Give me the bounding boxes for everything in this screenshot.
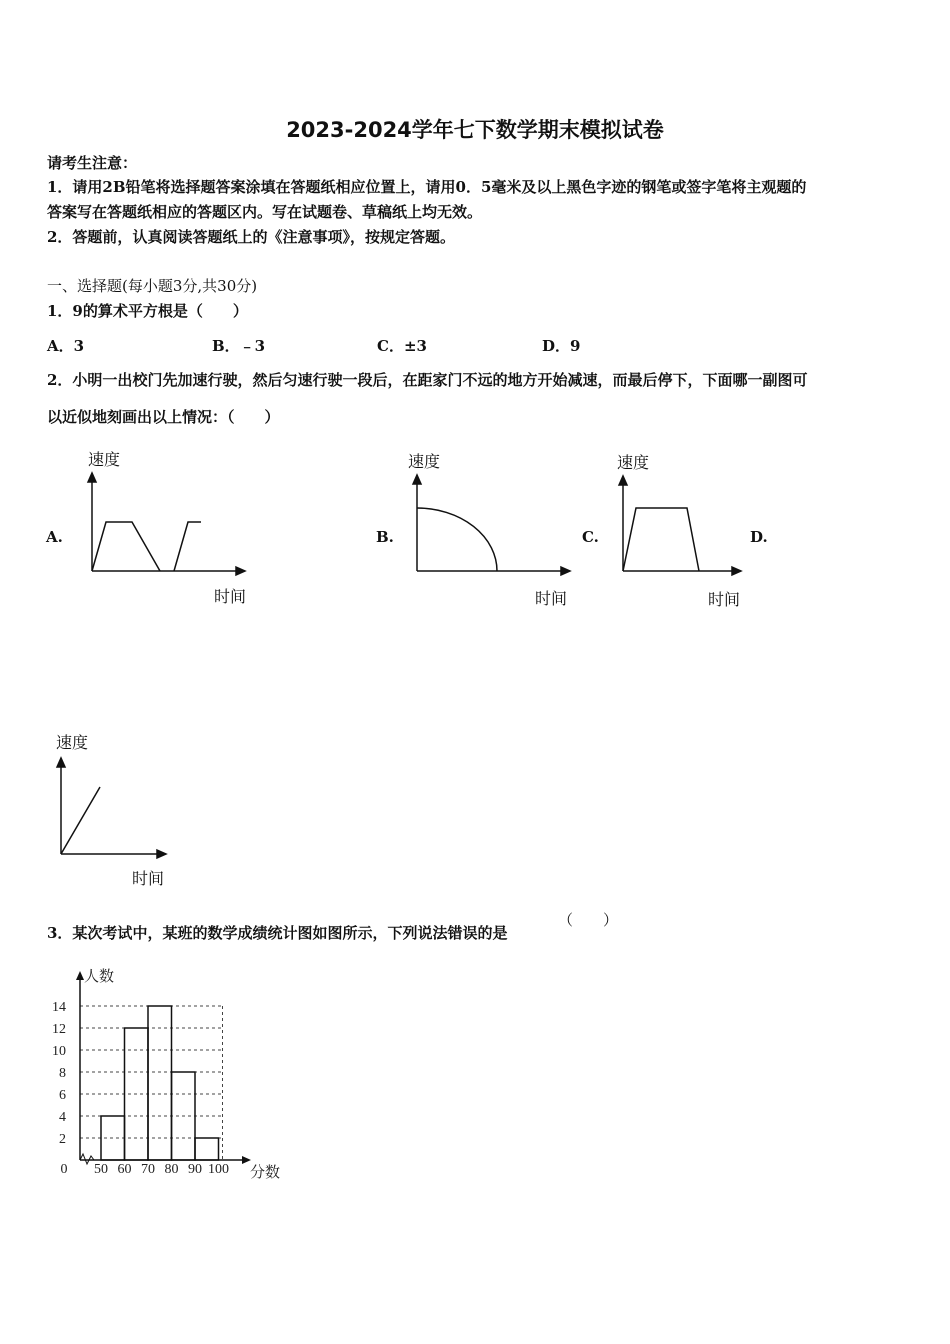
section-heading: 一、选择题(每小题3分,共30分) xyxy=(47,277,258,295)
notice-heading: 请考生注意： xyxy=(47,154,138,172)
x-tick-label: 70 xyxy=(141,1162,155,1177)
q2-stem-line-2: 以近似地刻画出以上情况：（ ） xyxy=(47,408,280,426)
y-axis-arrow xyxy=(76,971,84,980)
x-axis-title: 分数 xyxy=(250,1163,281,1181)
x-tick-label: 50 xyxy=(94,1162,108,1177)
option-b-label: B. xyxy=(376,528,394,546)
option-d-label: D. xyxy=(750,528,768,546)
graph-c-time-label: 时间 xyxy=(708,590,741,609)
q3-stem: 3．某次考试中，某班的数学成绩统计图如图所示，下列说法错误的是 xyxy=(47,924,508,942)
graph-d-time-label: 时间 xyxy=(132,869,165,888)
notice-line-1: 1．请用2B铅笔将选择题答案涂填在答题纸相应位置上，请用0．5毫米及以上黑色字迹的钢笔或签字笔将主观题的 xyxy=(47,178,807,196)
y-tick-label: 6 xyxy=(59,1088,66,1103)
notice-line-1b: 答案写在答题纸相应的答题区内。写在试题卷、草稿纸上均无效。 xyxy=(47,203,483,221)
x-tick-label: 90 xyxy=(188,1162,202,1177)
option-c-label: C. xyxy=(582,528,599,546)
q1-option-a: A．3 xyxy=(47,337,85,355)
q3-answer-paren: （ ） xyxy=(558,911,619,929)
q1-option-b: B．﹣3 xyxy=(212,337,266,355)
q1-stem: 1．9的算术平方根是（ ） xyxy=(47,302,248,320)
histogram-bar xyxy=(195,1138,219,1160)
notice-line-2: 2．答题前，认真阅读答题纸上的《注意事项》，按规定答题。 xyxy=(47,228,455,246)
graph-a-speed-label: 速度 xyxy=(88,450,121,469)
histogram-bar xyxy=(148,1006,172,1160)
graph-a-time-label: 时间 xyxy=(214,587,247,606)
x-tick-label: 60 xyxy=(117,1162,132,1177)
q2-stem-line-1: 2．小明一出校门先加速行驶，然后匀速行驶一段后，在距家门不远的地方开始减速，而最后停下，下面哪一副图可 xyxy=(47,371,808,389)
y-axis-title: 人数 xyxy=(84,967,115,985)
q1-option-d: D．9 xyxy=(542,337,581,355)
graph-b-time-label: 时间 xyxy=(535,589,568,608)
x-tick-label: 0 xyxy=(60,1162,68,1177)
graph-b-speed-label: 速度 xyxy=(408,452,441,471)
x-tick-label: 100 xyxy=(208,1162,229,1177)
y-tick-label: 12 xyxy=(52,1022,66,1037)
option-a-label: A. xyxy=(46,528,63,546)
graph-d-speed-label: 速度 xyxy=(56,733,89,752)
y-tick-label: 4 xyxy=(59,1110,66,1125)
y-tick-label: 10 xyxy=(52,1044,66,1059)
graph-c-speed-label: 速度 xyxy=(617,453,650,472)
y-tick-label: 8 xyxy=(59,1066,66,1081)
axis-break-mark xyxy=(80,1154,94,1164)
page-title: 2023-2024学年七下数学期末模拟试卷 xyxy=(286,118,664,142)
y-tick-label: 14 xyxy=(52,1000,66,1015)
q1-option-c: C．±3 xyxy=(377,337,427,355)
y-tick-label: 2 xyxy=(59,1132,66,1147)
x-tick-label: 80 xyxy=(164,1162,179,1177)
